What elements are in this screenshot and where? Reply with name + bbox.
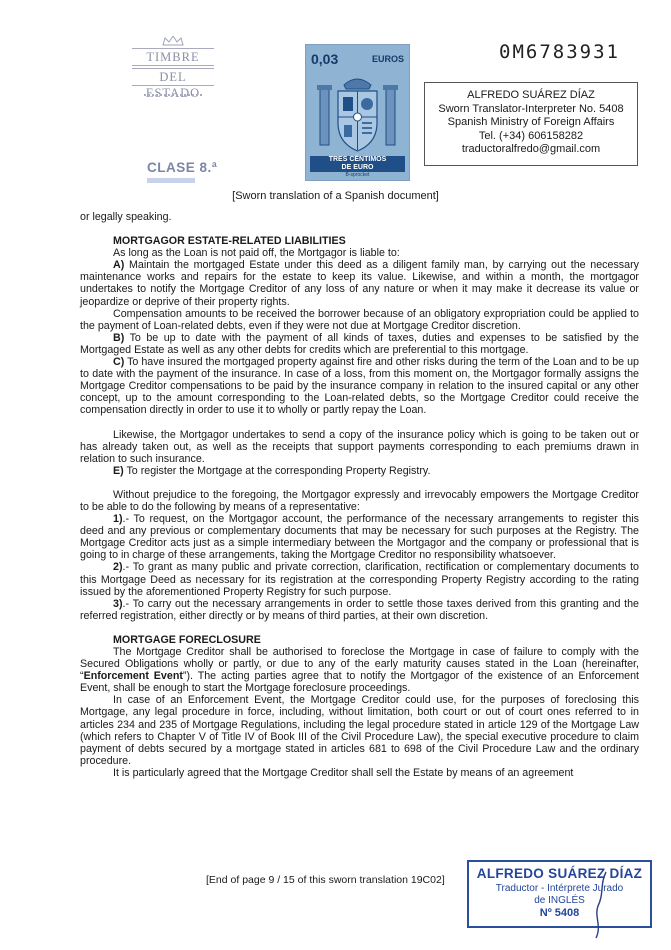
- signature-mark: [590, 870, 612, 940]
- clause-label-e: E): [113, 464, 124, 477]
- item-label-3: 3): [113, 597, 123, 610]
- clause-label-c: C): [113, 356, 125, 369]
- clase-bar: [147, 178, 195, 183]
- seal-language: de INGLÉS: [534, 895, 585, 906]
- paragraph-compensation: Compensation amounts to be received the borrower because of an obligatory expropriation could be applied to the payment of Loan-related debts, even if they were not due at Mortgage Creditor discretion.: [80, 307, 639, 332]
- paragraph-foreclosure-2: In case of an Enforcement Event, the Mortgage Creditor could use, for the purposes of foreclosing this Mortgage, any legal procedure in force, including, without limitation, both court or out of court ones referred to in articles 234 and 235 of Mortgage Regulations, including the legal procedure stated in article 129 of the Mortgage Law (which refers to Chapter V of Title IV of Book III of the Civil Procedure Law), the special executive procedure to claim payment of debts secured by a mortgage stated in articles 681 to 698 of the Civil Procedure Law and the ordinary procedure.: [80, 694, 639, 767]
- item-text-2: .- To grant as many public and private correction, clarification, rectification or complementary documents to this Mortgage Deed as necessary for its registration at the corresponding Property Registry according to the rating issued by the aforementioned Property Registry for such purpose.: [80, 561, 639, 598]
- clause-text-c: To have insured the mortgaged property against fire and other risks during the term of the Loan and to be up to date with the payment of the insurance. In case of a loss, from this moment on, the Mortgagor formally assigns the Mortgage Creditor compensations to be paid by the insurance company in relation to the insured capital or any other concept, up to the amount corresponding to the Loan-related debts, so the Mortgage Creditor could receive the compensation directly in order to use it to wholly or partly repay the Loan.: [80, 356, 639, 417]
- paragraph-a: [80, 259, 639, 307]
- paragraph-3: [80, 598, 639, 622]
- paragraph-2: [80, 561, 639, 597]
- item-label-2: 2): [113, 561, 123, 574]
- paragraph-foreclosure-3: It is particularly agreed that the Mortgage Creditor shall sell the Estate by means of an agreement: [113, 766, 574, 779]
- section-heading-foreclosure: MORTGAGE FORECLOSURE: [113, 633, 261, 646]
- timbre-line-2: DEL ESTADO: [132, 68, 214, 86]
- seal-role: Traductor - Intérprete Jurado: [495, 883, 624, 894]
- page-footer-note: [End of page 9 / 15 of this sworn translation 19C02]: [206, 874, 445, 886]
- document-number: 0M6783931: [499, 41, 620, 63]
- paragraph-e: [80, 465, 639, 477]
- item-text-3: .- To carry out the necessary arrangements in order to settle those taxes derived from this granting and the referred registration, either directly or by means of third parties, at their own discretion.: [80, 597, 639, 622]
- timbre-line-1: TIMBRE: [132, 48, 214, 66]
- item-label-1: 1): [113, 513, 123, 526]
- coat-of-arms-icon: [314, 71, 401, 155]
- paragraph-1: [80, 513, 639, 561]
- paragraph-intro: As long as the Loan is not paid off, the Mortgagor is liable to:: [113, 247, 400, 260]
- seal-name: ALFREDO SUÁREZ DÍAZ: [476, 866, 643, 881]
- timbre-ornament: [144, 88, 202, 96]
- clause-text-a: Maintain the mortgaged Estate under this deed as a diligent family man, by carrying out the necessary maintenance works and repairs for the estate to keep its value. Likewise, and within a month, the mortgagor undertakes to notify the Mortgage Creditor of any loss of any nature or when it may make it decrease its value or jeopardize or deprive of their property rights.: [80, 259, 639, 308]
- crown-icon: [162, 36, 184, 46]
- foreclosure-text-a: The Mortgage Creditor shall be authorised to foreclose the Mortgage in case of failure to comply with the Secured Obligations wholly or partly, or due to any of the early maturity causes stated in the Loan (hereinafter, “: [80, 646, 639, 683]
- clase-label: CLASE 8.ª: [147, 160, 218, 175]
- lead-line: or legally speaking.: [80, 211, 172, 223]
- document-body: [80, 211, 639, 779]
- timbre-del-estado-emblem: [132, 36, 214, 98]
- item-text-1: .- To request, on the Mortgagor account, the performance of the necessary arrangements to register this deed and any previous or complementary documents that may be necessary for such purposes at the Registry. The Mortgage Creditor acts just as a simple intermediary between the Mortgagor and the company or professional that is going to in charge of these arrangements, taking the Mortgage Creditor no responsibility whatsoever.: [80, 513, 639, 562]
- paragraph-c: [80, 356, 639, 416]
- stamp-band: [310, 156, 405, 172]
- paragraph-without-prejudice: Without prejudice to the foregoing, the Mortgagor expressly and irrevocably empowers the Mortgage Creditor to be able to do the following by means of a representative:: [80, 488, 639, 513]
- revenue-stamp: [305, 44, 410, 181]
- paragraph-b: [80, 332, 639, 356]
- clause-text-b: To be up to date with the payment of all kinds of taxes, duties and expenses to be satisfied by the Mortgaged Estate as well as any other debts for credits which are preferential to this mortgage.: [80, 331, 639, 356]
- stamp-band-line-1: TRES CÉNTIMOS: [328, 156, 387, 163]
- clause-text-e: To register the Mortgage at the corresponding Property Registry.: [123, 464, 431, 477]
- clause-label-a: A): [113, 259, 125, 272]
- translator-title: Sworn Translator-Interpreter No. 5408: [438, 102, 624, 115]
- seal-number: Nº 5408: [539, 907, 580, 919]
- sworn-translator-seal: [467, 860, 652, 928]
- clause-label-b: B): [113, 331, 125, 344]
- translator-info-box: [424, 82, 638, 166]
- foreclosure-text-b: ”). The acting parties agree that to notify the Mortgagor of the existence of an Enforcement Event, shall be enough to start the Mortgage foreclosure proceedings.: [80, 670, 639, 695]
- paragraph-foreclosure-1: [80, 646, 639, 694]
- stamp-band-line-2: DE EURO: [341, 164, 374, 171]
- enforcement-event-term: Enforcement Event: [83, 670, 183, 683]
- translation-header-note: [Sworn translation of a Spanish document]: [232, 190, 439, 202]
- translator-email: traductoralfredo@gmail.com: [461, 143, 601, 155]
- stamp-currency: EUROS: [371, 54, 404, 64]
- translator-phone: Tel. (+34) 606158282: [478, 129, 584, 142]
- stamp-price: 0,03: [311, 51, 339, 67]
- stamp-small-print: B-sprocket: [345, 172, 370, 178]
- translator-name: ALFREDO SUÁREZ DÍAZ: [467, 89, 595, 101]
- translator-ministry: Spanish Ministry of Foreign Affairs: [447, 116, 615, 128]
- paragraph-likewise: Likewise, the Mortgagor undertakes to send a copy of the insurance policy which is going to be taken out or has already taken out, as well as the receipts that support payments corresponding to each premiums drawn in relation to such insurance.: [80, 428, 639, 465]
- section-heading-liabilities: MORTGAGOR ESTATE-RELATED LIABILITIES: [113, 235, 346, 248]
